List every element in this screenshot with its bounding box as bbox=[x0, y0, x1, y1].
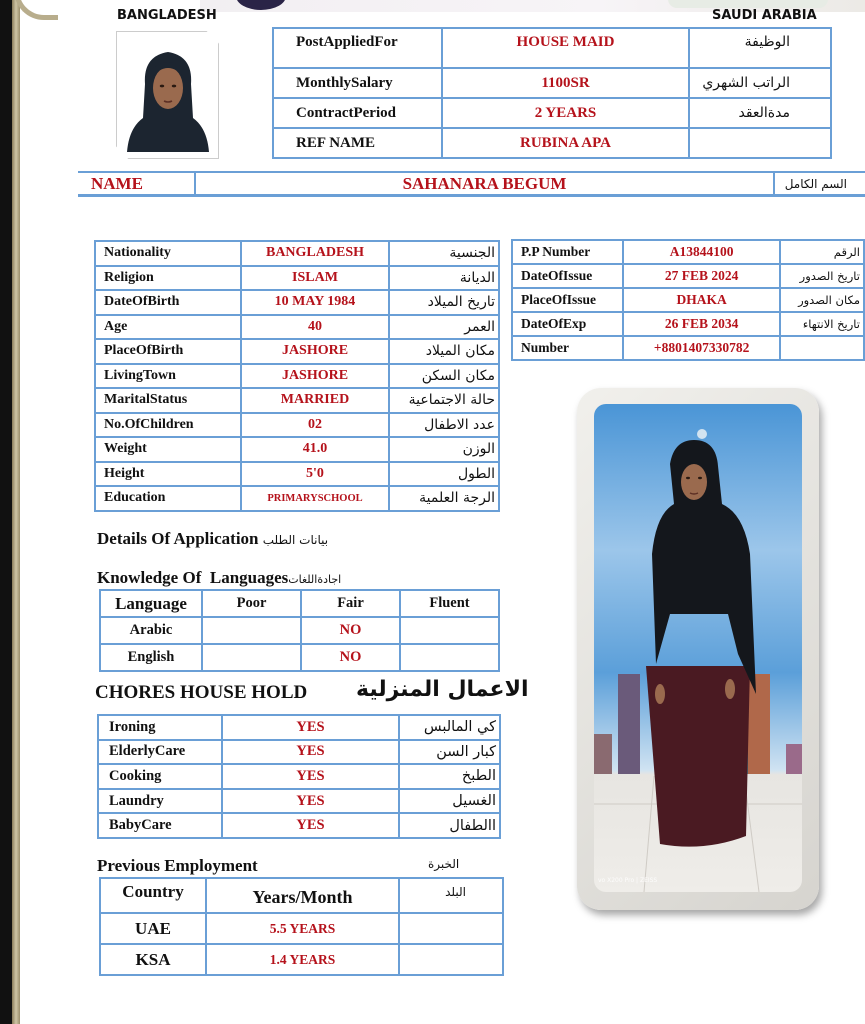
language-poor bbox=[202, 644, 301, 671]
religion-value: ISLAM bbox=[241, 266, 389, 291]
contract-period-value: 2 YEARS bbox=[442, 98, 689, 128]
religion-label-ar: الديانة bbox=[389, 266, 499, 291]
table-row bbox=[100, 913, 503, 944]
chores-title-ar: الاعمال المنزلية bbox=[356, 677, 529, 702]
full-body-photo-frame bbox=[577, 388, 819, 910]
phone-number-value: +8801407330782 bbox=[623, 336, 780, 360]
language-fair: NO bbox=[301, 644, 400, 671]
monthly-salary-label-ar: الراتب الشهري bbox=[689, 68, 831, 98]
height-label-ar: الطول bbox=[389, 462, 499, 487]
phone-number-label-ar bbox=[780, 336, 864, 360]
name-label-ar: السم الكامل bbox=[773, 173, 865, 194]
table-row bbox=[273, 98, 831, 128]
contract-period-label: ContractPeriod bbox=[273, 98, 442, 128]
dob-label: DateOfBirth bbox=[95, 290, 241, 315]
children-label-ar: عدد الاطفال bbox=[389, 413, 499, 438]
languages-heading bbox=[97, 568, 341, 588]
ref-name-label: REF NAME bbox=[273, 128, 442, 158]
passport-details-table bbox=[511, 239, 865, 361]
date-of-exp-value: 26 FEB 2034 bbox=[623, 312, 780, 336]
nationality-label-ar: الجنسية bbox=[389, 241, 499, 266]
height-value: 5'0 bbox=[241, 462, 389, 487]
dob-label-ar: تاريخ الميلاد bbox=[389, 290, 499, 315]
table-row bbox=[95, 437, 499, 462]
col-fair: Fair bbox=[301, 590, 400, 617]
chore-ironing-value: YES bbox=[222, 715, 399, 740]
chore-babycare-label-ar: االطفال bbox=[399, 813, 500, 838]
marital-status-label: MaritalStatus bbox=[95, 388, 241, 413]
table-row bbox=[273, 28, 831, 68]
ref-name-label-ar bbox=[689, 128, 831, 158]
chore-elderly-label-ar: كبار السن bbox=[399, 740, 500, 765]
languages-title: Knowledge Of Languages bbox=[97, 568, 289, 587]
weight-label: Weight bbox=[95, 437, 241, 462]
pp-number-label-ar: الرقم bbox=[780, 240, 864, 264]
table-row bbox=[95, 388, 499, 413]
ref-name-value: RUBINA APA bbox=[442, 128, 689, 158]
chore-babycare-label: BabyCare bbox=[98, 813, 222, 838]
chore-elderly-value: YES bbox=[222, 740, 399, 765]
nationality-value: BANGLADESH bbox=[241, 241, 389, 266]
table-row bbox=[95, 290, 499, 315]
chore-babycare-value: YES bbox=[222, 813, 399, 838]
date-of-exp-label-ar: تاريخ الانتهاء bbox=[780, 312, 864, 336]
language-poor bbox=[202, 617, 301, 644]
language-name: English bbox=[100, 644, 202, 671]
chore-laundry-label-ar: الغسيل bbox=[399, 789, 500, 814]
decorative-frame-bar bbox=[12, 0, 20, 1024]
employment-heading bbox=[97, 856, 258, 876]
table-row bbox=[100, 617, 499, 644]
date-of-issue-label: DateOfIssue bbox=[512, 264, 623, 288]
table-row bbox=[95, 339, 499, 364]
employment-extra bbox=[399, 913, 503, 944]
table-row bbox=[98, 813, 500, 838]
table-row bbox=[512, 288, 864, 312]
table-row bbox=[273, 128, 831, 158]
employment-title: Previous Employment bbox=[97, 856, 258, 875]
monthly-salary-value: 1100SR bbox=[442, 68, 689, 98]
table-row bbox=[512, 336, 864, 360]
table-row bbox=[273, 68, 831, 98]
table-row bbox=[95, 413, 499, 438]
place-of-birth-value: JASHORE bbox=[241, 339, 389, 364]
employment-duration: 5.5 YEARS bbox=[206, 913, 399, 944]
post-applied-label: PostAppliedFor bbox=[273, 28, 442, 68]
date-of-exp-label: DateOfExp bbox=[512, 312, 623, 336]
chore-cooking-value: YES bbox=[222, 764, 399, 789]
table-row bbox=[100, 644, 499, 671]
table-row bbox=[95, 462, 499, 487]
weight-value: 41.0 bbox=[241, 437, 389, 462]
full-name-row bbox=[78, 171, 865, 197]
place-of-issue-label: PlaceOfIssue bbox=[512, 288, 623, 312]
languages-table bbox=[99, 589, 500, 672]
language-fluent bbox=[400, 617, 499, 644]
chore-laundry-label: Laundry bbox=[98, 789, 222, 814]
name-value: SAHANARA BEGUM bbox=[402, 173, 567, 193]
monthly-salary-label: MonthlySalary bbox=[273, 68, 442, 98]
contract-period-label-ar: مدةالعقد bbox=[689, 98, 831, 128]
col-country-ar: البلد bbox=[399, 878, 503, 913]
person-full-body-icon bbox=[594, 404, 802, 892]
table-header-row bbox=[100, 590, 499, 617]
table-row bbox=[512, 312, 864, 336]
col-years-month: Years/Month bbox=[206, 878, 399, 913]
place-of-issue-label-ar: مكان الصدور bbox=[780, 288, 864, 312]
living-town-label-ar: مكان السكن bbox=[389, 364, 499, 389]
place-of-birth-label: PlaceOfBirth bbox=[95, 339, 241, 364]
weight-label-ar: الوزن bbox=[389, 437, 499, 462]
headshot-photo bbox=[116, 31, 219, 159]
age-value: 40 bbox=[241, 315, 389, 340]
chores-heading bbox=[95, 682, 307, 704]
language-fluent bbox=[400, 644, 499, 671]
height-label: Height bbox=[95, 462, 241, 487]
employment-country: KSA bbox=[100, 944, 206, 975]
person-headshot-icon bbox=[127, 44, 209, 152]
pp-number-value: A13844100 bbox=[623, 240, 780, 264]
table-row bbox=[95, 315, 499, 340]
chore-elderly-label: ElderlyCare bbox=[98, 740, 222, 765]
table-header-row bbox=[100, 878, 503, 913]
post-applied-label-ar: الوظيفة bbox=[689, 28, 831, 68]
education-label: Education bbox=[95, 486, 241, 511]
languages-title-ar: اجادةاللغات bbox=[288, 573, 342, 586]
employment-heading-ar bbox=[428, 857, 459, 872]
post-applied-value: HOUSE MAID bbox=[442, 28, 689, 68]
chore-ironing-label: Ironing bbox=[98, 715, 222, 740]
marital-status-label-ar: حالة الاجتماعية bbox=[389, 388, 499, 413]
chore-ironing-label-ar: كي المالبس bbox=[399, 715, 500, 740]
children-value: 02 bbox=[241, 413, 389, 438]
language-fair: NO bbox=[301, 617, 400, 644]
dob-value: 10 MAY 1984 bbox=[241, 290, 389, 315]
age-label-ar: العمر bbox=[389, 315, 499, 340]
employment-title-ar: الخبرة bbox=[428, 857, 460, 871]
nationality-label: Nationality bbox=[95, 241, 241, 266]
col-language: Language bbox=[100, 590, 202, 617]
table-row bbox=[98, 740, 500, 765]
chore-cooking-label-ar: الطبخ bbox=[399, 764, 500, 789]
table-row bbox=[95, 364, 499, 389]
education-value: PRIMARYSCHOOL bbox=[241, 486, 389, 511]
table-row bbox=[95, 486, 499, 511]
age-label: Age bbox=[95, 315, 241, 340]
col-fluent: Fluent bbox=[400, 590, 499, 617]
left-dark-strip bbox=[0, 0, 12, 1024]
date-of-issue-value: 27 FEB 2024 bbox=[623, 264, 780, 288]
col-country: Country bbox=[100, 878, 206, 913]
camera-watermark: vo X200 Pro | ZEISS bbox=[598, 877, 658, 884]
language-name: Arabic bbox=[100, 617, 202, 644]
table-row bbox=[98, 764, 500, 789]
country-right-label: SAUDI ARABIA bbox=[712, 8, 817, 23]
education-label-ar: الرجة العلمية bbox=[389, 486, 499, 511]
chores-title: CHORES HOUSE HOLD bbox=[95, 682, 308, 703]
application-heading bbox=[97, 529, 328, 549]
marital-status-value: MARRIED bbox=[241, 388, 389, 413]
top-decorative-pill bbox=[668, 0, 828, 8]
employment-table bbox=[99, 877, 504, 976]
table-row bbox=[98, 789, 500, 814]
chore-laundry-value: YES bbox=[222, 789, 399, 814]
job-details-table bbox=[272, 27, 832, 159]
living-town-value: JASHORE bbox=[241, 364, 389, 389]
table-row bbox=[95, 266, 499, 291]
children-label: No.OfChildren bbox=[95, 413, 241, 438]
table-row bbox=[95, 241, 499, 266]
table-row bbox=[512, 264, 864, 288]
employment-extra bbox=[399, 944, 503, 975]
pp-number-label: P.P Number bbox=[512, 240, 623, 264]
chore-cooking-label: Cooking bbox=[98, 764, 222, 789]
full-body-photo bbox=[594, 404, 802, 892]
table-row bbox=[512, 240, 864, 264]
phone-number-label: Number bbox=[512, 336, 623, 360]
place-of-birth-label-ar: مكان الميلاد bbox=[389, 339, 499, 364]
religion-label: Religion bbox=[95, 266, 241, 291]
application-title: Details Of Application bbox=[97, 529, 259, 548]
chores-heading-ar bbox=[356, 676, 529, 702]
date-of-issue-label-ar: تاريخ الصدور bbox=[780, 264, 864, 288]
employment-country: UAE bbox=[100, 913, 206, 944]
employment-duration: 1.4 YEARS bbox=[206, 944, 399, 975]
application-title-ar: بيانات الطلب bbox=[262, 533, 329, 547]
personal-details-table bbox=[94, 240, 500, 512]
country-left-label: BANGLADESH bbox=[117, 8, 217, 23]
decorative-frame-curl bbox=[14, 0, 58, 20]
place-of-issue-value: DHAKA bbox=[623, 288, 780, 312]
table-row bbox=[98, 715, 500, 740]
name-label: NAME bbox=[78, 173, 196, 194]
living-town-label: LivingTown bbox=[95, 364, 241, 389]
table-row bbox=[100, 944, 503, 975]
col-poor: Poor bbox=[202, 590, 301, 617]
chores-table bbox=[97, 714, 501, 839]
